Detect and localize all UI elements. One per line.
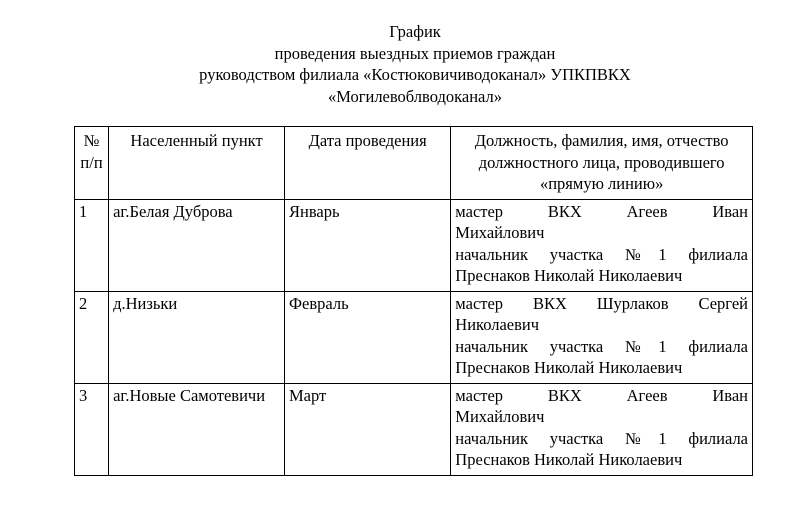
official-line: начальник участка №1 филиала [455,244,748,264]
table-row [75,291,753,383]
table-row [75,199,753,291]
row-number: 3 [75,383,109,475]
header-place: Населенный пункт [109,127,285,200]
row-official [451,383,753,475]
title-line-2: проведения выездных приемов граждан [274,43,556,63]
row-date: Февраль [285,291,451,383]
official-line: Михайлович [455,223,545,242]
row-date: Март [285,383,451,475]
row-official [451,199,753,291]
table-header-row [75,127,753,200]
row-official [451,291,753,383]
document-title [20,21,790,107]
title-line-4: «Могилевоблводоканал» [327,86,503,106]
official-line: мастер ВКХ Агеев Иван [455,385,748,405]
official-line: Николаевич [455,315,540,334]
official-line: начальник участка №1 филиала [455,336,748,356]
official-line: Преснаков Николай Николаевич [455,450,683,469]
row-place: аг.Белая Дуброва [109,199,285,291]
title-line-1: График [389,22,441,41]
official-line: мастер ВКХ Шурлаков Сергей [455,293,748,313]
official-line: мастер ВКХ Агеев Иван [455,201,748,221]
schedule-table [74,126,753,476]
title-line-3: руководством филиала «Костюковичиводоканал» УПКПВКХ [199,65,631,84]
official-line: начальник участка №1 филиала [455,428,748,448]
header-official: Должность, фамилия, имя, отчество должностного лица, проводившего «прямую линию» [451,127,753,200]
header-number: № п/п [75,127,109,200]
official-line: Преснаков Николай Николаевич [455,266,683,285]
row-place: д.Низьки [109,291,285,383]
official-line: Михайлович [455,407,545,426]
row-number: 2 [75,291,109,383]
row-date: Январь [285,199,451,291]
official-line: Преснаков Николай Николаевич [455,358,683,377]
row-place: аг.Новые Самотевичи [109,383,285,475]
row-number: 1 [75,199,109,291]
table-row [75,383,753,475]
header-date: Дата проведения [285,127,451,200]
